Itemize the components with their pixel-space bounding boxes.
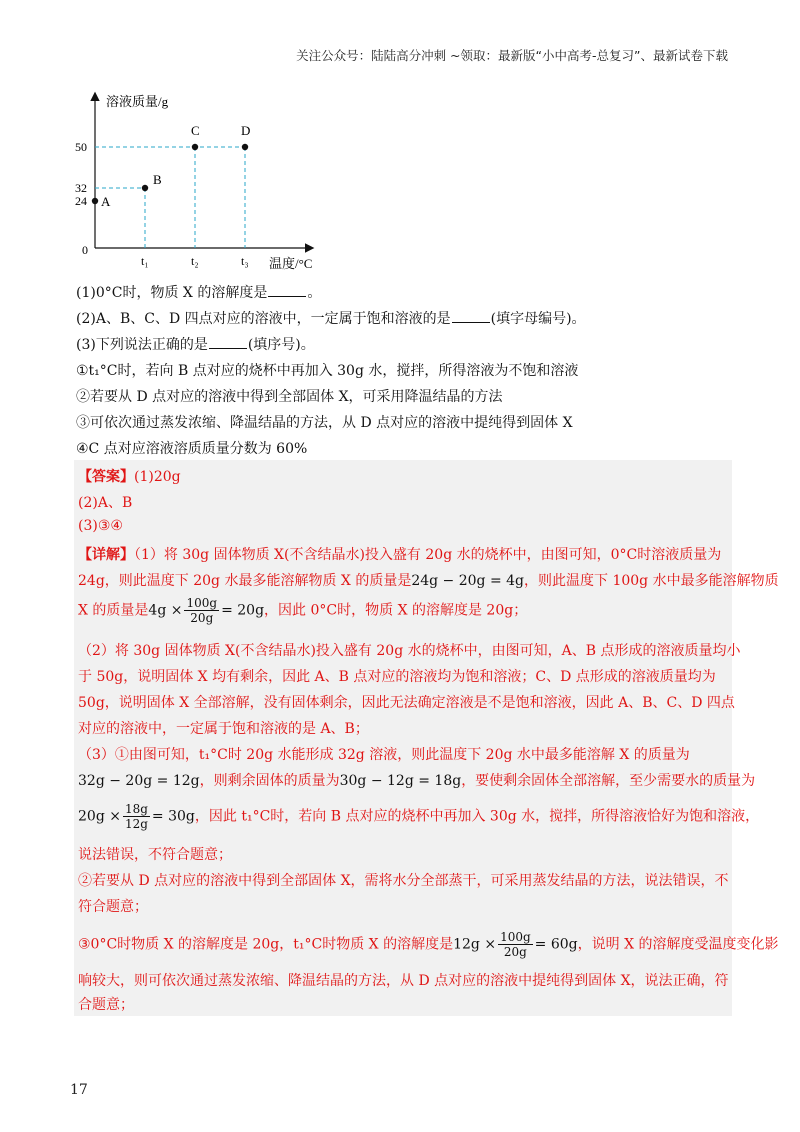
question-1: (1)0°C时，物质 X 的溶解度是 。 (76, 285, 322, 301)
question-2: (2)A、B、C、D 四点对应的溶液中，一定属于饱和溶液的是 (填字母编号)。 (76, 311, 586, 327)
detail-line: 符合题意； (78, 899, 148, 915)
answer-line: (3)③④ (78, 518, 123, 534)
answer-blank (209, 336, 247, 349)
fraction: $\frac{18g}{12g}$ (124, 802, 148, 831)
detail-line: 对应的溶液中，一定属于饱和溶液的是 A、B； (78, 721, 369, 737)
fraction: $\frac{100g}{20g}$ (500, 930, 531, 959)
detail-line: 【详解】（1）将 30g 固体物质 X(不含结晶水)投入盛有 20g 水的烧杯中，由图可知，0°C时溶液质量为 (78, 547, 722, 563)
data-point (242, 144, 248, 150)
answer-panel (74, 460, 779, 1016)
page-header: 关注公众号：陆陆高分冲刺 ~领取：最新版“小中高考-总复习”、最新试卷下载 (296, 48, 728, 63)
data-point (142, 185, 148, 191)
page-number: 17 (70, 1082, 88, 1098)
option-2: ②若要从 D 点对应的溶液中得到全部固体 X，可采用降温结晶的方法 (76, 389, 503, 405)
y-axis-label: 溶液质量/g (106, 94, 169, 109)
point-label: A (101, 194, 111, 209)
detail-line: 合题意； (78, 997, 134, 1013)
detail-line: ③0°C时物质 X 的溶解度是 20g，t₁°C时物质 X 的溶解度是12g × $\frac{100g}{20g}$ = 60g，说明 X 的溶解度受温度变化影 (78, 930, 779, 959)
detail-line: （2）将 30g 固体物质 X(不含结晶水)投入盛有 20g 水的烧杯中，由图可知，A、B 点形成的溶液质量均小 (78, 643, 741, 659)
option-3: ③可依次通过蒸发浓缩、降温结晶的方法，从 D 点对应的溶液中提纯得到固体 X (76, 415, 573, 431)
option-4: ④C 点对应溶液溶质质量分数为 60% (76, 441, 308, 457)
detail-line: 响较大，则可依次通过蒸发浓缩、降温结晶的方法，从 D 点对应的溶液中提纯得到固体 X，说法正确，符 (78, 973, 729, 989)
question-3: (3)下列说法正确的是 (填序号)。 (76, 337, 315, 353)
point-label: B (153, 172, 162, 187)
data-point (192, 144, 198, 150)
detail-line: 20g × $\frac{18g}{12g}$ = 30g，因此 t₁°C时，若向 B 点对应的烧杯中再加入 30g 水，搅拌，所得溶液恰好为饱和溶液， (78, 802, 760, 831)
detail-line: X 的质量是4g × $\frac{100g}{20g}$ = 20g，因此 0°C时，物质 X 的溶解度是 20g； (78, 596, 528, 625)
y-tick-label: 50 (75, 140, 87, 154)
point-label: D (241, 123, 251, 138)
fraction: $\frac{100g}{20g}$ (186, 596, 218, 625)
answer-line: (2)A、B (78, 495, 133, 511)
detail-line: 说法错误，不符合题意； (78, 847, 232, 863)
y-tick-label: 24 (75, 194, 87, 208)
answer-blank (268, 284, 306, 297)
option-1: ①t₁°C时，若向 B 点对应的烧杯中再加入 30g 水，搅拌，所得溶液为不饱和溶液 (76, 363, 579, 379)
detail-line: ②若要从 D 点对应的溶液中得到全部固体 X，需将水分全部蒸干，可采用蒸发结晶的方法，说法错误，不 (78, 873, 729, 889)
question-block (76, 280, 736, 462)
detail-line: 24g，则此温度下 20g 水最多能溶解物质 X 的质量是24g − 20g = 4g，则此温度下 100g 水中最多能溶解物质 (78, 573, 779, 589)
answer-blank (452, 310, 490, 323)
answer-line: 【答案】(1)20g (78, 469, 181, 485)
point-label: C (191, 123, 200, 138)
x-axis-label: 温度/°C (269, 256, 313, 271)
y-tick-label: 32 (75, 181, 87, 195)
origin-label: 0 (82, 243, 88, 257)
data-point (92, 198, 98, 204)
detail-line: 50g，说明固体 X 全部溶解，没有固体剩余，因此无法确定溶液是不是饱和溶液，因此 A、B、C、D 四点 (78, 695, 735, 711)
x-tick-label: t₁ (141, 254, 149, 268)
solubility-chart (62, 88, 332, 278)
detail-line: 于 50g，说明固体 X 均有剩余，因此 A、B 点对应的溶液均为饱和溶液；C、D 点形成的溶液质量均为 (78, 669, 716, 685)
detail-line: （3）①由图可知，t₁°C时 20g 水能形成 32g 溶液，则此温度下 20g 水中最多能溶解 X 的质量为 (78, 747, 690, 763)
x-tick-label: t₃ (241, 254, 249, 268)
detail-line: 32g − 20g = 12g，则剩余固体的质量为30g − 12g = 18g，要使剩余固体全部溶解，至少需要水的质量为 (78, 773, 756, 789)
x-tick-label: t₂ (191, 254, 199, 268)
